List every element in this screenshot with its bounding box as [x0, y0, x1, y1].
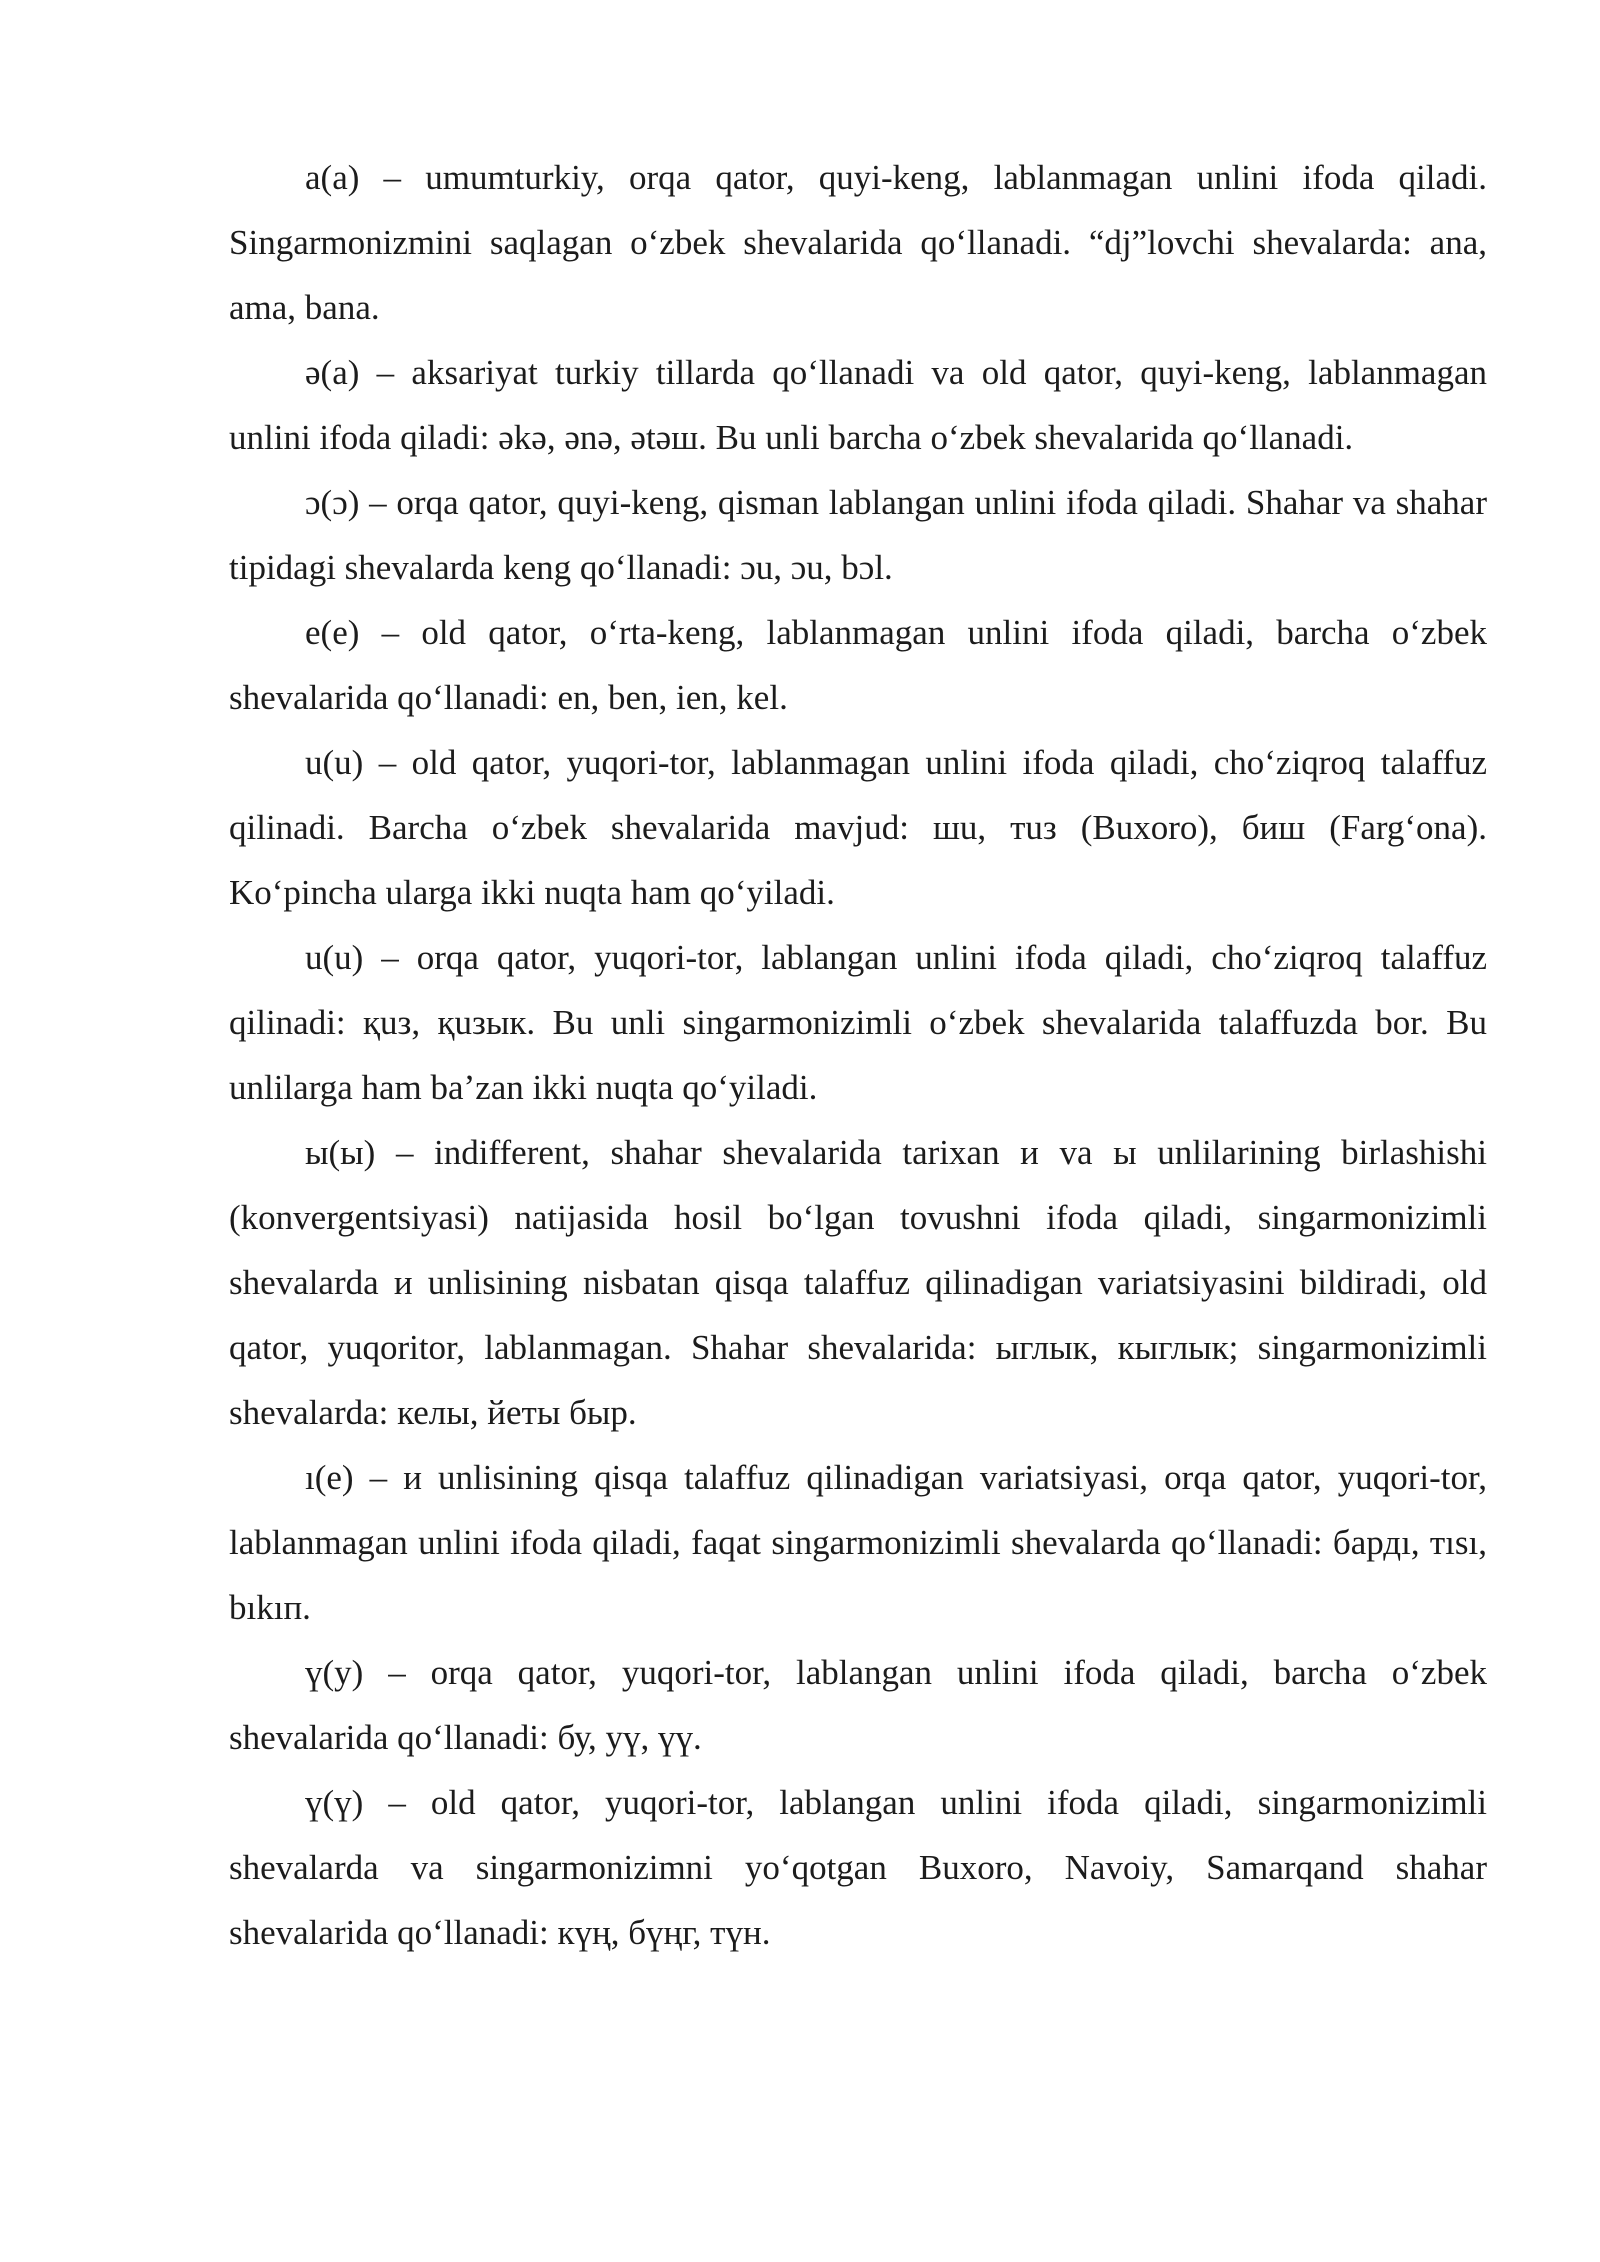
- paragraph-vowel-y: ы(ы) – indifferent, shahar shevalarida tarixan и va ы unlilarining birlashishi (konvergentsiyasi) natijasida hosil boʻlgan tovushni ifoda qiladi, singarmonizimli shevalarda и unlisining nisbatan qisqa talaffuz qilinadigan variatsiyasini bildiradi, old qator, yuqoritor, lablanmagan. Shahar shevalarida: ыглык, кыглык; singarmonizimli shevalarda: келы, йеты быр.: [229, 1133, 1487, 1432]
- document-page: [229, 145, 1487, 1965]
- paragraph-vowel-front-ue: ү(ү) – old qator, yuqori-tor, lablangan unlini ifoda qiladi, singarmonizimli shevalarda va singarmonizimni yoʻqotgan Buxoro, Navoiy, Samarqand shahar shevalarida qoʻllanadi: күң, бүңг, түн.: [229, 1783, 1487, 1952]
- paragraph-vowel-dotless-i: ı(e) – и unlisining qisqa talaffuz qilinadigan variatsiyasi, orqa qator, yuqori-tor, lablanmagan unlini ifoda qiladi, faqat singarmonizimli shevalarda qoʻllanadi: бардı, тısı, bıkıп.: [229, 1458, 1487, 1627]
- paragraph-vowel-open-o: ɔ(ɔ) – orqa qator, quyi-keng, qisman lablangan unlini ifoda qiladi. Shahar va shahar tipidagi shevalarda keng qoʻllanadi: ɔu, ɔu, bɔl.: [229, 483, 1487, 587]
- paragraph-vowel-back-u: u(u) – orqa qator, yuqori-tor, lablangan unlini ifoda qiladi, choʻziqroq talaffuz qilinadi: қuз, қuзык. Bu unli singarmonizimli oʻzbek shevalarida talaffuzda bor. Bu unlilarga ham baʼzan ikki nuqta qoʻyiladi.: [229, 938, 1487, 1107]
- paragraph-vowel-back-ue: ү(у) – orqa qator, yuqori-tor, lablangan unlini ifoda qiladi, barcha oʻzbek shevalarida qoʻllanadi: бу, уү, үү.: [229, 1653, 1487, 1757]
- paragraph-vowel-schwa: ə(a) – aksariyat turkiy tillarda qoʻllanadi va old qator, quyi-keng, lablanmagan unlini ifoda qiladi: əkə, ənə, ətəш. Bu unli barcha oʻzbek shevalarida qoʻllanadi.: [229, 353, 1487, 457]
- paragraph-vowel-a: a(a) – umumturkiy, orqa qator, quyi-keng, lablanmagan unlini ifoda qiladi. Singarmonizmini saqlagan oʻzbek shevalarida qoʻllanadi. “dj”lovchi shevalarda: ana, ama, bana.: [229, 158, 1487, 327]
- paragraph-vowel-e: e(e) – old qator, oʻrta-keng, lablanmagan unlini ifoda qiladi, barcha oʻzbek shevalarida qoʻllanadi: en, ben, ien, kel.: [229, 613, 1487, 717]
- paragraph-vowel-front-u: u(u) – old qator, yuqori-tor, lablanmagan unlini ifoda qiladi, choʻziqroq talaffuz qilinadi. Barcha oʻzbek shevalarida mavjud: шu, тuз (Buxoro), биш (Fargʻona). Koʻpincha ularga ikki nuqta ham qoʻyiladi.: [229, 743, 1487, 912]
